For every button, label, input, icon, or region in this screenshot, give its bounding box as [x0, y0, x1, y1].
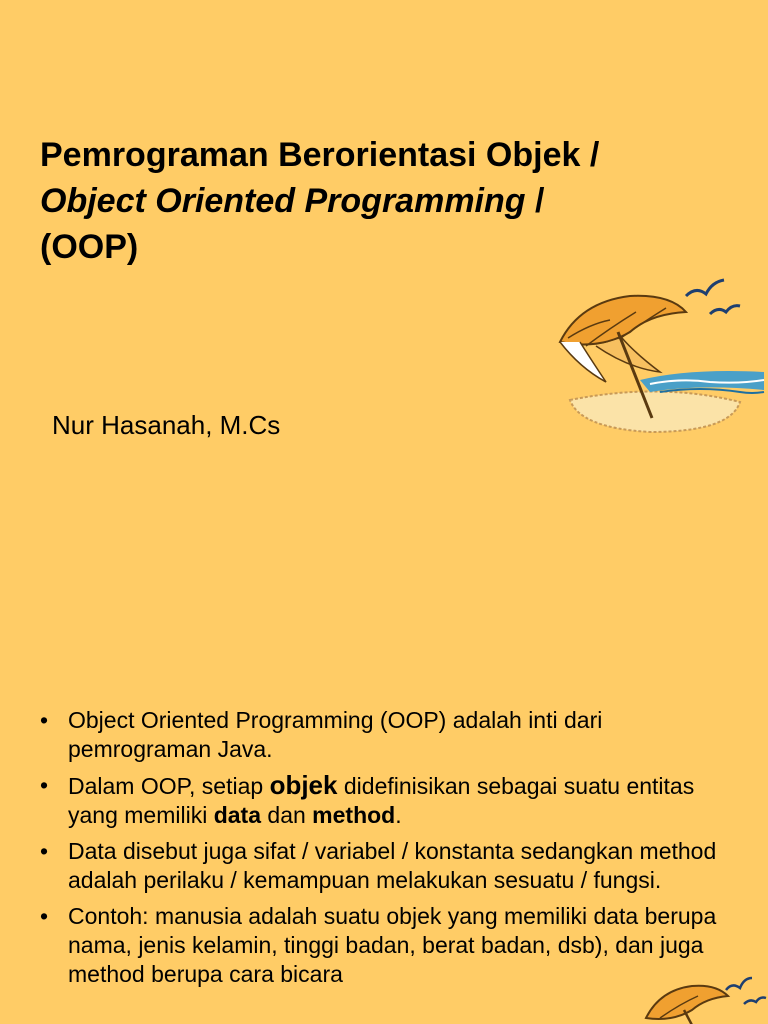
content-slide	[0, 576, 768, 1024]
bullet-dot: •	[40, 772, 49, 798]
bullet-text: Data disebut juga sifat / variabel / konstanta sedangkan method adalah perilaku / kemampuan melakukan sesuatu / fungsi.	[68, 838, 717, 893]
bullet-text-part-4: .	[395, 802, 402, 828]
bullet-list	[40, 706, 740, 996]
bullet-text-part-3: dan	[261, 802, 313, 828]
emphasis-method: method	[312, 802, 396, 828]
bullet-text-part-1: Dalam OOP, setiap	[68, 773, 270, 799]
bullet-dot: •	[40, 903, 49, 929]
title-line-2	[40, 178, 720, 224]
title-italic: Object Oriented Programming	[40, 182, 526, 220]
bullet-item-1	[40, 706, 740, 764]
author-name: Nur Hasanah, M.Cs	[52, 410, 281, 440]
beach-umbrella-icon	[636, 974, 768, 1024]
slide-title	[40, 132, 720, 270]
bullet-text-part-2: didefinisikan sebagai suatu entitas yang memiliki	[68, 773, 695, 828]
title-line-2-suffix: /	[525, 182, 545, 220]
bullet-item-2	[40, 771, 740, 830]
title-line-1: Pemrograman Berorientasi Objek /	[40, 136, 600, 174]
emphasis-data: data	[213, 802, 262, 828]
emphasis-objek: objek	[269, 770, 338, 800]
bullet-item-3	[40, 837, 740, 895]
bullet-dot: •	[40, 838, 49, 864]
bullet-item-4	[40, 902, 740, 989]
title-line-3: (OOP)	[40, 228, 139, 266]
beach-umbrella-icon	[540, 272, 766, 444]
bullet-text: Object Oriented Programming (OOP) adalah inti dari pemrograman Java.	[68, 707, 603, 762]
bullet-dot: •	[40, 707, 49, 733]
bullet-text: Contoh: manusia adalah suatu objek yang memiliki data berupa nama, jenis kelamin, tinggi badan, berat badan, dsb), dan juga method berupa cara bicara	[68, 903, 717, 987]
